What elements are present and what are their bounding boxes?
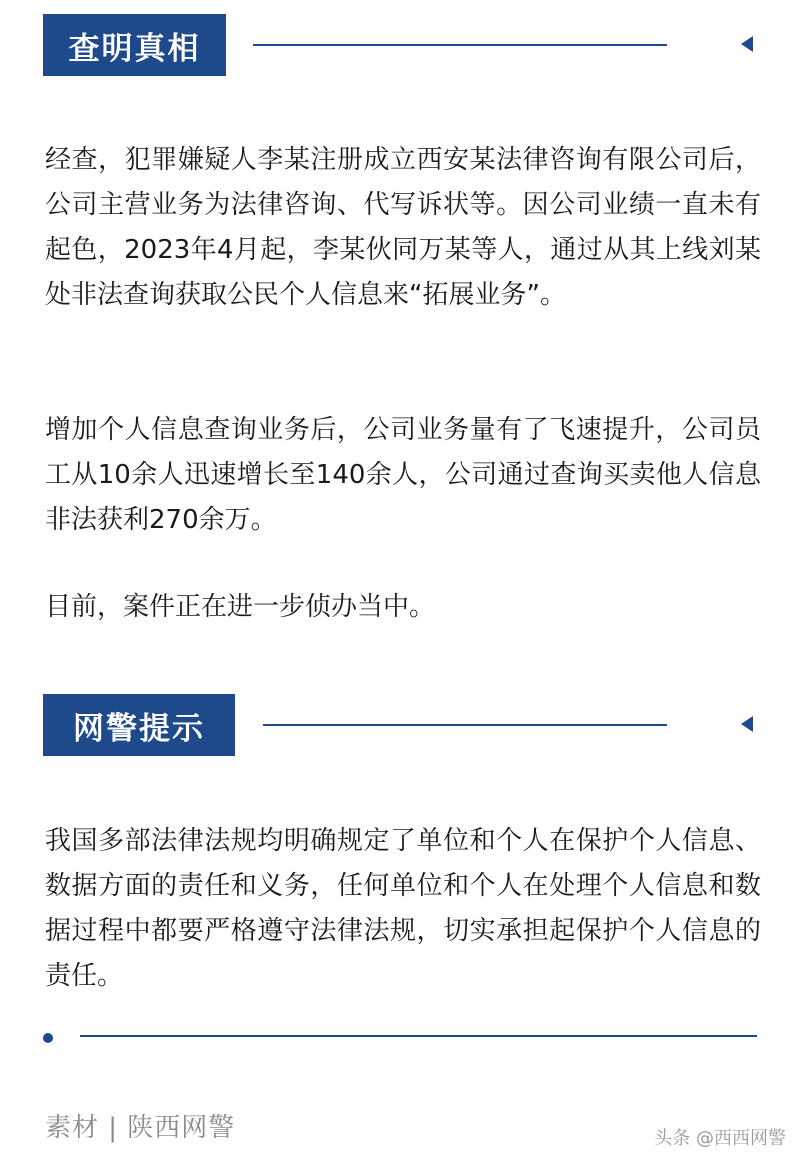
section-title: 查明真相 xyxy=(43,14,226,76)
paragraph-legal-reminder: 我国多部法律法规均明确规定了单位和个人在保护个人信息、数据方面的责任和义务，任何单位和个人在处理个人信息和数据过程中都要严格遵守法律法规，切实承担起保护个人信息的责任。 xyxy=(45,826,761,991)
section-header-truth xyxy=(43,14,763,76)
header-rule xyxy=(263,724,667,726)
section-title: 网警提示 xyxy=(43,694,235,756)
paragraph-case-status: 目前，案件正在进一步侦办当中。 xyxy=(45,592,436,622)
source-credit: 素材 | 陕西网警 xyxy=(45,1113,236,1143)
watermark: 头条 @西西网警 xyxy=(654,1128,786,1149)
header-rule xyxy=(253,44,667,46)
divider-dot xyxy=(43,1033,53,1043)
paragraph-business-growth: 增加个人信息查询业务后，公司业务量有了飞速提升，公司员工从10余人迅速增长至140余人，公司通过查询买卖他人信息非法获利270余万。 xyxy=(45,415,761,535)
divider-line xyxy=(80,1035,757,1037)
paragraph-case-details: 经查，犯罪嫌疑人李某注册成立西安某法律咨询有限公司后，公司主营业务为法律咨询、代写诉状等。因公司业绩一直未有起色，2023年4月起，李某伙同万某等人，通过从其上线刘某处非法查询获取公民个人信息来“拓展业务”。 xyxy=(45,145,761,310)
triangle-left-icon xyxy=(741,36,753,52)
section-header-police-tips xyxy=(43,694,763,756)
triangle-left-icon xyxy=(741,716,753,732)
